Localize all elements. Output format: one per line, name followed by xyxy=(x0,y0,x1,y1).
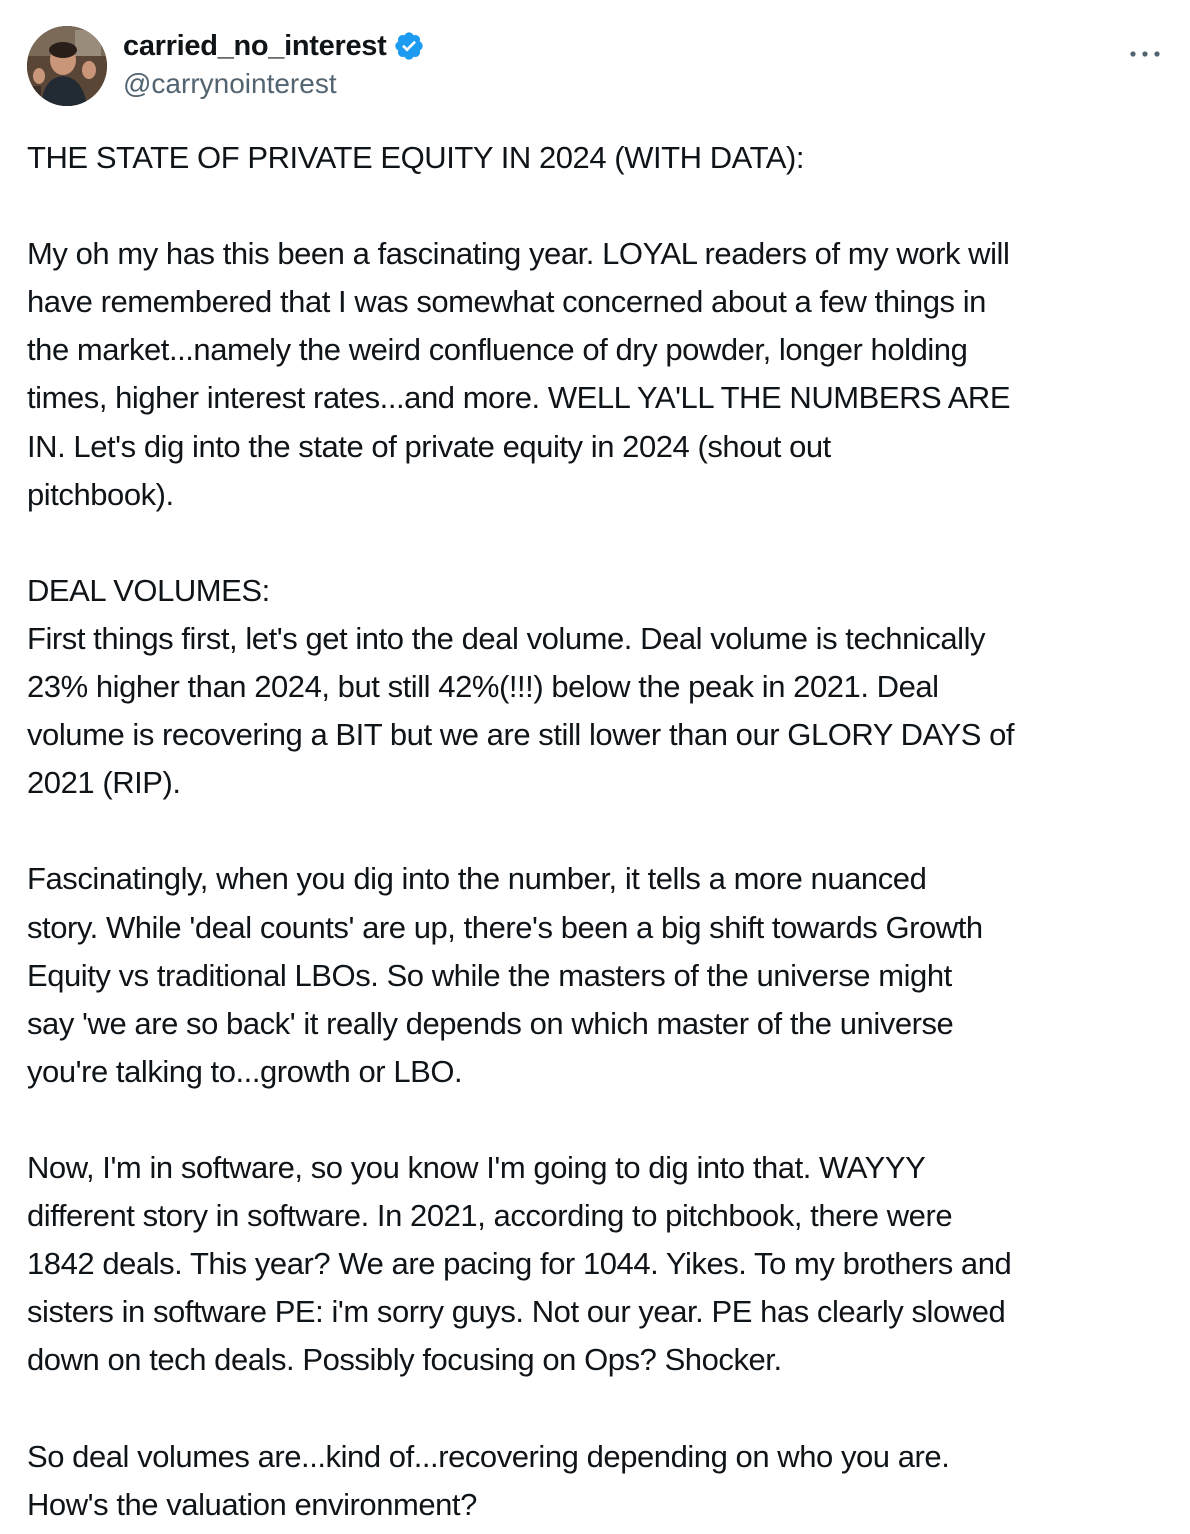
tweet-header xyxy=(27,26,1163,106)
tweet-paragraph xyxy=(27,855,1167,1095)
text-line: times, higher interest rates...and more. WELL YA'LL THE NUMBERS ARE xyxy=(27,380,1011,416)
tweet-paragraph xyxy=(27,567,1167,807)
text-line: Now, I'm in software, so you know I'm going to dig into that. WAYYY xyxy=(27,1149,926,1185)
display-name[interactable]: carried_no_interest xyxy=(123,29,387,62)
text-line: Fascinatingly, when you dig into the number, it tells a more nuanced xyxy=(27,861,927,897)
text-line: How's the valuation environment? xyxy=(27,1486,477,1522)
text-line: 1842 deals. This year? We are pacing for 1044. Yikes. To my brothers and xyxy=(27,1246,1012,1282)
text-line: down on tech deals. Possibly focusing on Ops? Shocker. xyxy=(27,1342,782,1378)
text-line: say 'we are so back' it really depends on which master of the universe xyxy=(27,1005,954,1041)
text-line: you're talking to...growth or LBO. xyxy=(27,1053,463,1089)
tweet-title-paragraph xyxy=(27,134,1167,182)
avatar[interactable] xyxy=(27,26,107,106)
author-block xyxy=(123,28,425,100)
text-line: different story in software. In 2021, according to pitchbook, there were xyxy=(27,1198,953,1234)
text-line: IN. Let's dig into the state of private equity in 2024 (shout out xyxy=(27,428,831,464)
text-line: the market...namely the weird confluence of dry powder, longer holding xyxy=(27,332,968,368)
text-line: First things first, let's get into the deal volume. Deal volume is technically xyxy=(27,620,986,656)
verified-badge-icon[interactable] xyxy=(393,30,425,62)
text-line: story. While 'deal counts' are up, there's been a big shift towards Growth xyxy=(27,909,983,945)
text-line: 2021 (RIP). xyxy=(27,765,181,801)
text-line: sisters in software PE: i'm sorry guys. Not our year. PE has clearly slowed xyxy=(27,1294,1006,1330)
tweet-title: THE STATE OF PRIVATE EQUITY IN 2024 (WITH DATA): xyxy=(27,140,805,175)
text-line: My oh my has this been a fascinating year. LOYAL readers of my work will xyxy=(27,236,1010,272)
text-line: pitchbook). xyxy=(27,476,174,512)
tweet-text xyxy=(27,134,1167,1529)
text-line: have remembered that I was somewhat concerned about a few things in xyxy=(27,284,986,320)
author-handle[interactable]: @carrynointerest xyxy=(123,68,337,99)
tweet-paragraph xyxy=(27,1433,1167,1529)
section-heading: DEAL VOLUMES: xyxy=(27,572,270,608)
text-line: volume is recovering a BIT but we are still lower than our GLORY DAYS of xyxy=(27,717,1015,753)
more-horizontal-icon[interactable] xyxy=(1127,34,1163,62)
tweet-paragraph xyxy=(27,1144,1167,1384)
text-line: 23% higher than 2024, but still 42%(!!!) below the peak in 2021. Deal xyxy=(27,669,939,705)
tweet-paragraph xyxy=(27,230,1167,519)
text-line: Equity vs traditional LBOs. So while the masters of the universe might xyxy=(27,957,952,993)
text-line: So deal volumes are...kind of...recovering depending on who you are. xyxy=(27,1438,950,1474)
